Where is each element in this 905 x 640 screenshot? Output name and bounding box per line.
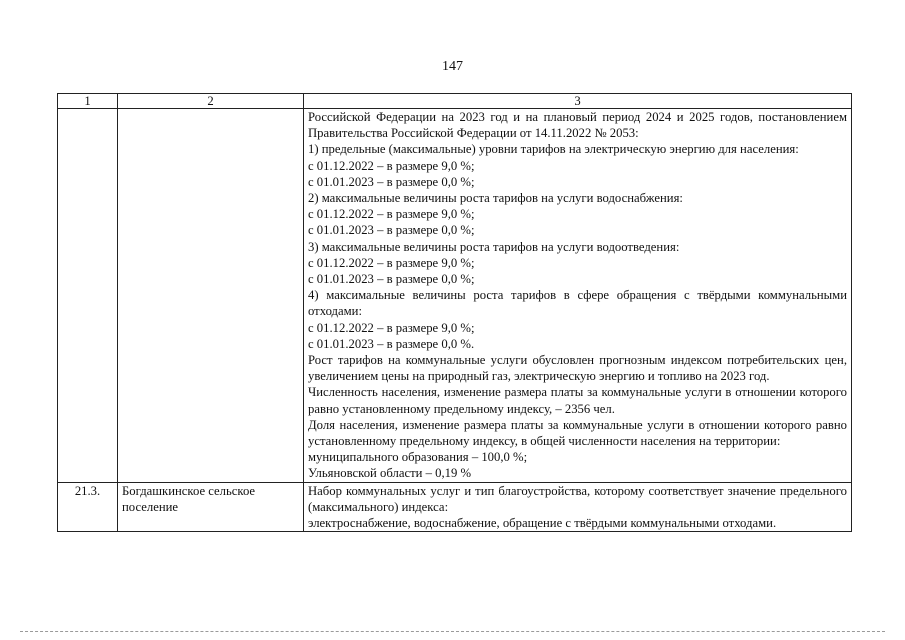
content-paragraph: Доля населения, изменение размера платы за коммунальные услуги в отношении которого равно установленному предельному индексу, в общей численности населения на территории: [308, 417, 847, 449]
table-header-row [58, 94, 852, 109]
content-paragraph: с 01.12.2022 – в размере 9,0 %; [308, 207, 475, 222]
content-paragraph: Ульяновской области – 0,19 % [308, 466, 472, 481]
content-paragraph: с 01.12.2022 – в размере 9,0 %; [308, 255, 475, 270]
content-paragraph: 3) максимальные величины роста тарифов на услуги водоотведения: [308, 239, 680, 254]
page-number: 147 [442, 59, 463, 74]
content-paragraph: с 01.01.2023 – в размере 0,0 %. [308, 336, 475, 351]
table-row [58, 109, 852, 483]
content-paragraph: с 01.12.2022 – в размере 9,0 %; [308, 320, 475, 335]
content-paragraph: с 01.01.2023 – в размере 0,0 %; [308, 272, 475, 287]
header-cell-3: 3 [304, 94, 852, 109]
content-paragraph: Набор коммунальных услуг и тип благоустройства, которому соответствует значение предельного (максимального) индекса: [308, 483, 847, 514]
row-number-cell: 21.3. [58, 482, 118, 532]
content-paragraph: с 01.01.2023 – в размере 0,0 %; [308, 174, 475, 189]
row-content-cell [304, 109, 852, 483]
row-name-cell [118, 109, 304, 483]
row-content-cell [304, 482, 852, 532]
content-paragraph: с 01.12.2022 – в размере 9,0 %; [308, 158, 475, 173]
row-name-cell: Богдашкинское сельское поселение [118, 482, 304, 532]
row-number-cell [58, 109, 118, 483]
content-paragraph: электроснабжение, водоснабжение, обращение с твёрдыми коммунальными отходами. [308, 516, 777, 531]
content-paragraph: Численность населения, изменение размера платы за коммунальные услуги в отношении которого равно установленному предельному индексу, – 2356 чел. [308, 385, 847, 416]
content-paragraph: 1) предельные (максимальные) уровни тарифов на электрическую энергию для населения: [308, 142, 799, 157]
scan-edge-line [20, 631, 885, 632]
content-paragraph: Рост тарифов на коммунальные услуги обусловлен прогнозным индексом потребительских цен, увеличением цены на природный газ, электрическую энергию и топливо на 2023 год. [308, 353, 847, 384]
document-table [57, 93, 852, 532]
header-cell-2: 2 [118, 94, 304, 109]
header-cell-1: 1 [58, 94, 118, 109]
content-paragraph: 4) максимальные величины роста тарифов в сфере обращения с твёрдыми коммунальными отходами: [308, 288, 847, 319]
content-paragraph: Российской Федерации на 2023 год и на плановый период 2024 и 2025 годов, постановлением Правительства Российской Федерации от 14.11.2022 № 2053: [308, 110, 847, 141]
content-paragraph: с 01.01.2023 – в размере 0,0 %; [308, 223, 475, 238]
table-row [58, 482, 852, 532]
content-paragraph: муниципального образования – 100,0 %; [308, 450, 528, 465]
content-paragraph: 2) максимальные величины роста тарифов на услуги водоснабжения: [308, 191, 683, 206]
